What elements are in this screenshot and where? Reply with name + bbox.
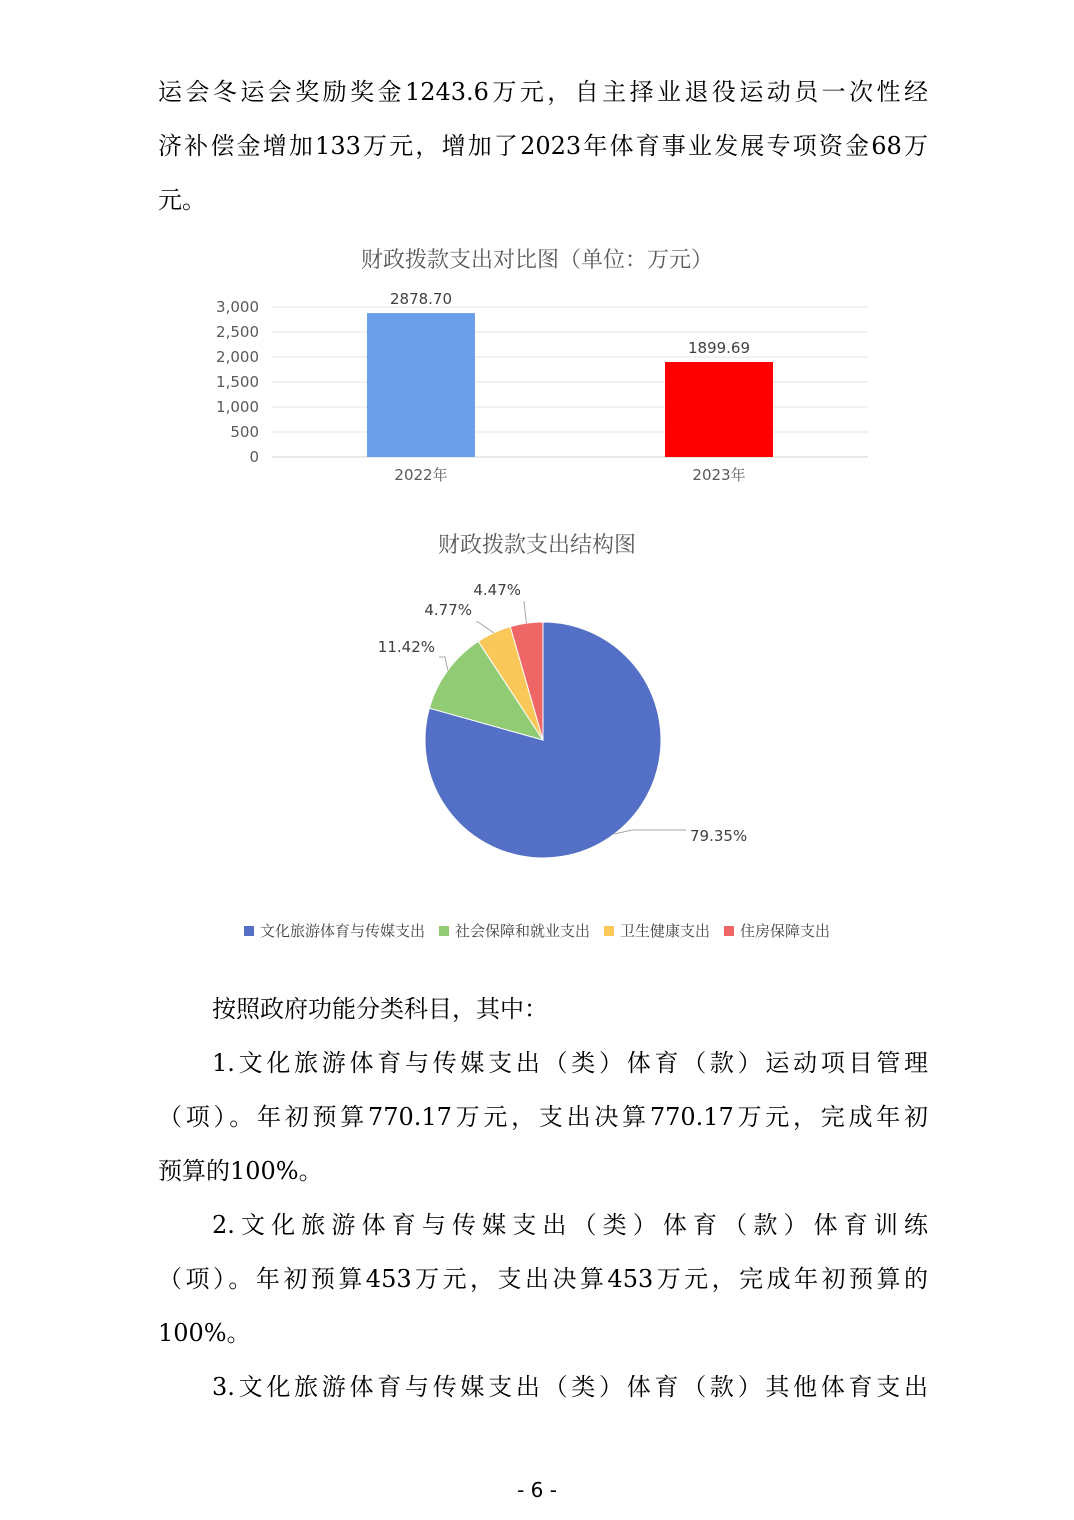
bar-chart-title: 财政拨款支出对比图（单位：万元）: [360, 248, 713, 273]
item2-line-1: 2.文化旅游体育与传媒支出（类）体育（款）体育训练: [212, 1211, 928, 1239]
x-tick-label: 2022年: [394, 466, 448, 484]
leader-line: [524, 602, 526, 623]
y-tick-label: 0: [249, 448, 259, 466]
legend-label: 住房保障支出: [740, 922, 831, 940]
legend-swatch: [244, 926, 254, 936]
legend-swatch: [604, 926, 614, 936]
pie-value-label: 11.42%: [377, 638, 435, 656]
item2-line-3: 100%。: [158, 1319, 251, 1347]
legend-item: [439, 920, 590, 941]
legend-item: [724, 920, 830, 941]
paragraph-line-1: 运会冬运会奖励奖金1243.6万元，自主择业退役运动员一次性经: [158, 78, 928, 106]
bar-0: [367, 313, 475, 457]
legend-item: [244, 920, 425, 941]
page-number: - 6 -: [517, 1478, 557, 1502]
pie-legend: [0, 920, 1074, 941]
y-tick-label: 2,500: [216, 323, 259, 341]
bar-1: [665, 362, 773, 457]
y-tick-label: 2,000: [216, 348, 259, 366]
bar-chart: [0, 280, 1074, 500]
legend-item: [604, 920, 710, 941]
pie-value-label: 79.35%: [690, 827, 748, 845]
paragraph-line-2: 济补偿金增加133万元，增加了2023年体育事业发展专项资金68万: [158, 132, 928, 160]
pie-chart: [0, 570, 1074, 890]
y-tick-label: 1,500: [216, 373, 259, 391]
bar-value-label: 1899.69: [687, 339, 751, 358]
leader-line: [614, 830, 686, 834]
pie-chart-title: 财政拨款支出结构图: [437, 533, 636, 558]
y-tick-label: 500: [230, 423, 259, 441]
leader-line: [439, 657, 448, 670]
item1-line-1: 1.文化旅游体育与传媒支出（类）体育（款）运动项目管理: [212, 1049, 928, 1077]
paragraph-line-3: 元。: [158, 186, 206, 214]
item1-line-3: 预算的100%。: [158, 1157, 323, 1185]
item2-line-2: （项）。年初预算453万元，支出决算453万元，完成年初预算的: [158, 1265, 928, 1293]
legend-label: 文化旅游体育与传媒支出: [259, 922, 425, 940]
y-tick-label: 1,000: [216, 398, 259, 416]
legend-swatch: [724, 926, 734, 936]
legend-label: 卫生健康支出: [620, 922, 711, 940]
legend-label: 社会保障和就业支出: [454, 922, 590, 940]
legend-swatch: [439, 926, 449, 936]
bar-value-label: 2878.70: [389, 290, 453, 309]
item3-line-1: 3.文化旅游体育与传媒支出（类）体育（款）其他体育支出: [212, 1373, 928, 1401]
leader-line: [476, 622, 494, 633]
pie-value-label: 4.47%: [473, 581, 521, 599]
x-tick-label: 2023年: [692, 466, 746, 484]
intro-line: 按照政府功能分类科目，其中：: [212, 995, 548, 1023]
pie-value-label: 4.77%: [424, 601, 472, 619]
y-tick-label: 3,000: [216, 298, 259, 316]
item1-line-2: （项）。年初预算770.17万元，支出决算770.17万元，完成年初: [158, 1103, 928, 1131]
